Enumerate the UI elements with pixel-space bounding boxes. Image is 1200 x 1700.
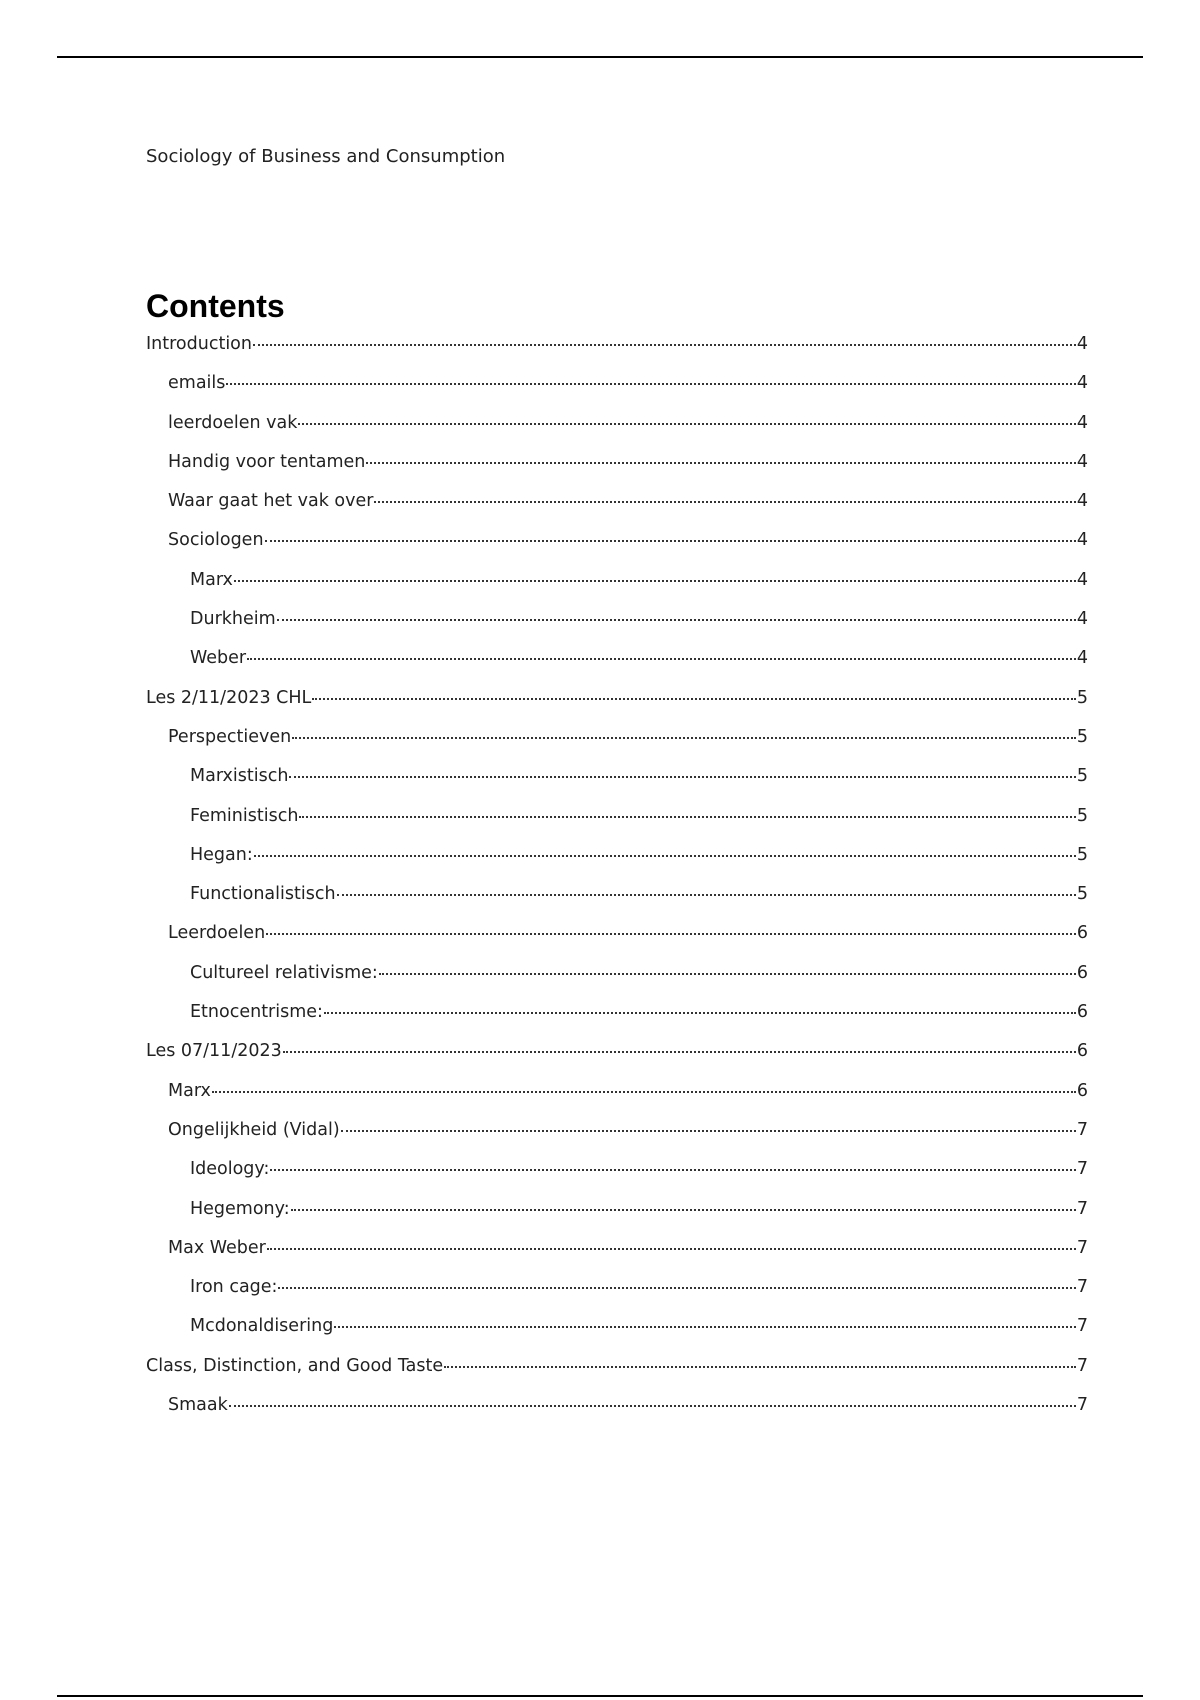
toc-entry[interactable] (146, 491, 1088, 530)
toc-entry-text: Smaak (168, 1395, 228, 1416)
toc-dot-leader (334, 1326, 1076, 1328)
toc-entry-text: Cultureel relativisme: (190, 962, 378, 983)
toc-entry-text: Hegan: (190, 844, 253, 865)
toc-entry-text: Durkheim (190, 609, 276, 630)
toc-entry[interactable] (146, 963, 1088, 1002)
footer-rule (57, 1695, 1143, 1697)
toc-entry[interactable] (146, 1277, 1088, 1316)
toc-entry[interactable] (146, 373, 1088, 412)
toc-entry[interactable] (146, 1002, 1088, 1041)
toc-entry-page-number: 5 (1076, 766, 1088, 787)
toc-entry-text: Marxistisch (190, 766, 289, 787)
toc-entry-text: Sociologen (168, 530, 264, 551)
toc-entry-text: Les 07/11/2023 (146, 1041, 282, 1062)
toc-entry[interactable] (146, 1159, 1088, 1198)
toc-entry-page-number: 7 (1076, 1237, 1088, 1258)
toc-entry-page-number: 5 (1076, 844, 1088, 865)
toc-dot-leader (299, 816, 1075, 818)
toc-entry[interactable] (146, 1120, 1088, 1159)
toc-dot-leader (292, 737, 1076, 739)
toc-entry-text: Max Weber (168, 1237, 266, 1258)
document-title: Sociology of Business and Consumption (146, 146, 506, 167)
toc-entry-page-number: 4 (1076, 569, 1088, 590)
toc-entry[interactable] (146, 452, 1088, 491)
toc-entry-page-number: 7 (1076, 1198, 1088, 1219)
toc-entry-text: Les 2/11/2023 CHL (146, 687, 312, 708)
table-of-contents (146, 334, 1088, 1434)
toc-entry[interactable] (146, 688, 1088, 727)
toc-entry[interactable] (146, 727, 1088, 766)
toc-entry-text: leerdoelen vak (168, 412, 298, 433)
toc-entry-text: Functionalistisch (190, 884, 336, 905)
toc-entry-text: Leerdoelen (168, 923, 266, 944)
toc-dot-leader (267, 1248, 1076, 1250)
toc-dot-leader (374, 501, 1075, 503)
toc-entry-text: Weber (190, 648, 247, 669)
toc-entry[interactable] (146, 884, 1088, 923)
toc-entry-page-number: 7 (1076, 1395, 1088, 1416)
toc-dot-leader (212, 1091, 1076, 1093)
toc-entry-page-number: 4 (1076, 373, 1088, 394)
toc-dot-leader (324, 1012, 1076, 1014)
toc-dot-leader (247, 658, 1076, 660)
toc-entry-text: Marx (168, 1080, 211, 1101)
toc-entry-page-number: 6 (1076, 923, 1088, 944)
header-rule (57, 56, 1143, 58)
toc-entry[interactable] (146, 845, 1088, 884)
toc-entry-text: Mcdonaldisering (190, 1316, 334, 1337)
toc-dot-leader (444, 1366, 1076, 1368)
toc-entry[interactable] (146, 1081, 1088, 1120)
toc-entry-page-number: 4 (1076, 530, 1088, 551)
toc-heading: Contents (146, 288, 285, 324)
toc-dot-leader (266, 933, 1076, 935)
toc-dot-leader (312, 698, 1076, 700)
toc-entry-page-number: 5 (1076, 884, 1088, 905)
toc-entry[interactable] (146, 530, 1088, 569)
toc-dot-leader (277, 619, 1076, 621)
toc-entry-text: Perspectieven (168, 726, 292, 747)
toc-dot-leader (226, 383, 1075, 385)
toc-entry-page-number: 4 (1076, 491, 1088, 512)
toc-entry[interactable] (146, 1316, 1088, 1355)
toc-entry[interactable] (146, 1395, 1088, 1434)
toc-entry-text: Iron cage: (190, 1277, 278, 1298)
toc-dot-leader (341, 1130, 1076, 1132)
toc-entry-page-number: 4 (1076, 412, 1088, 433)
toc-dot-leader (289, 776, 1075, 778)
toc-entry[interactable] (146, 1199, 1088, 1238)
toc-dot-leader (265, 540, 1076, 542)
toc-dot-leader (283, 1051, 1076, 1053)
toc-entry[interactable] (146, 923, 1088, 962)
toc-entry-page-number: 7 (1076, 1277, 1088, 1298)
toc-entry-text: Class, Distinction, and Good Taste (146, 1355, 444, 1376)
toc-dot-leader (234, 580, 1076, 582)
toc-entry-page-number: 5 (1076, 805, 1088, 826)
toc-entry-text: Ongelijkheid (Vidal) (168, 1119, 340, 1140)
toc-entry-text: Introduction (146, 334, 252, 354)
toc-entry-page-number: 6 (1076, 962, 1088, 983)
toc-entry[interactable] (146, 1238, 1088, 1277)
toc-dot-leader (278, 1287, 1075, 1289)
toc-dot-leader (253, 344, 1076, 346)
toc-entry-text: Feministisch (190, 805, 299, 826)
toc-entry-page-number: 4 (1076, 334, 1088, 354)
toc-dot-leader (270, 1169, 1075, 1171)
toc-entry-page-number: 6 (1076, 1041, 1088, 1062)
toc-entry-page-number: 6 (1076, 1080, 1088, 1101)
toc-entry-page-number: 4 (1076, 648, 1088, 669)
toc-entry-text: Hegemony: (190, 1198, 290, 1219)
toc-dot-leader (298, 423, 1075, 425)
toc-entry-page-number: 7 (1076, 1355, 1088, 1376)
toc-entry-text: emails (168, 373, 226, 394)
toc-entry-page-number: 4 (1076, 609, 1088, 630)
toc-entry[interactable] (146, 766, 1088, 805)
toc-entry[interactable] (146, 806, 1088, 845)
toc-entry[interactable] (146, 334, 1088, 373)
toc-entry-text: Handig voor tentamen (168, 451, 366, 472)
toc-dot-leader (291, 1209, 1076, 1211)
toc-entry[interactable] (146, 413, 1088, 452)
toc-entry-page-number: 7 (1076, 1119, 1088, 1140)
toc-entry-page-number: 4 (1076, 451, 1088, 472)
toc-entry-text: Waar gaat het vak over (168, 491, 374, 512)
toc-entry-page-number: 6 (1076, 1002, 1088, 1023)
toc-entry-text: Ideology: (190, 1159, 270, 1180)
toc-entry-text: Marx (190, 569, 233, 590)
toc-entry-page-number: 7 (1076, 1316, 1088, 1337)
toc-entry[interactable] (146, 1041, 1088, 1080)
toc-entry-text: Etnocentrisme: (190, 1002, 323, 1023)
toc-dot-leader (337, 894, 1076, 896)
toc-entry[interactable] (146, 648, 1088, 687)
toc-entry[interactable] (146, 609, 1088, 648)
toc-entry-page-number: 7 (1076, 1159, 1088, 1180)
toc-entry-page-number: 5 (1076, 687, 1088, 708)
toc-dot-leader (366, 462, 1076, 464)
toc-entry[interactable] (146, 570, 1088, 609)
toc-entry-page-number: 5 (1076, 726, 1088, 747)
toc-dot-leader (229, 1405, 1076, 1407)
toc-entry[interactable] (146, 1356, 1088, 1395)
toc-dot-leader (254, 855, 1076, 857)
toc-dot-leader (379, 973, 1076, 975)
